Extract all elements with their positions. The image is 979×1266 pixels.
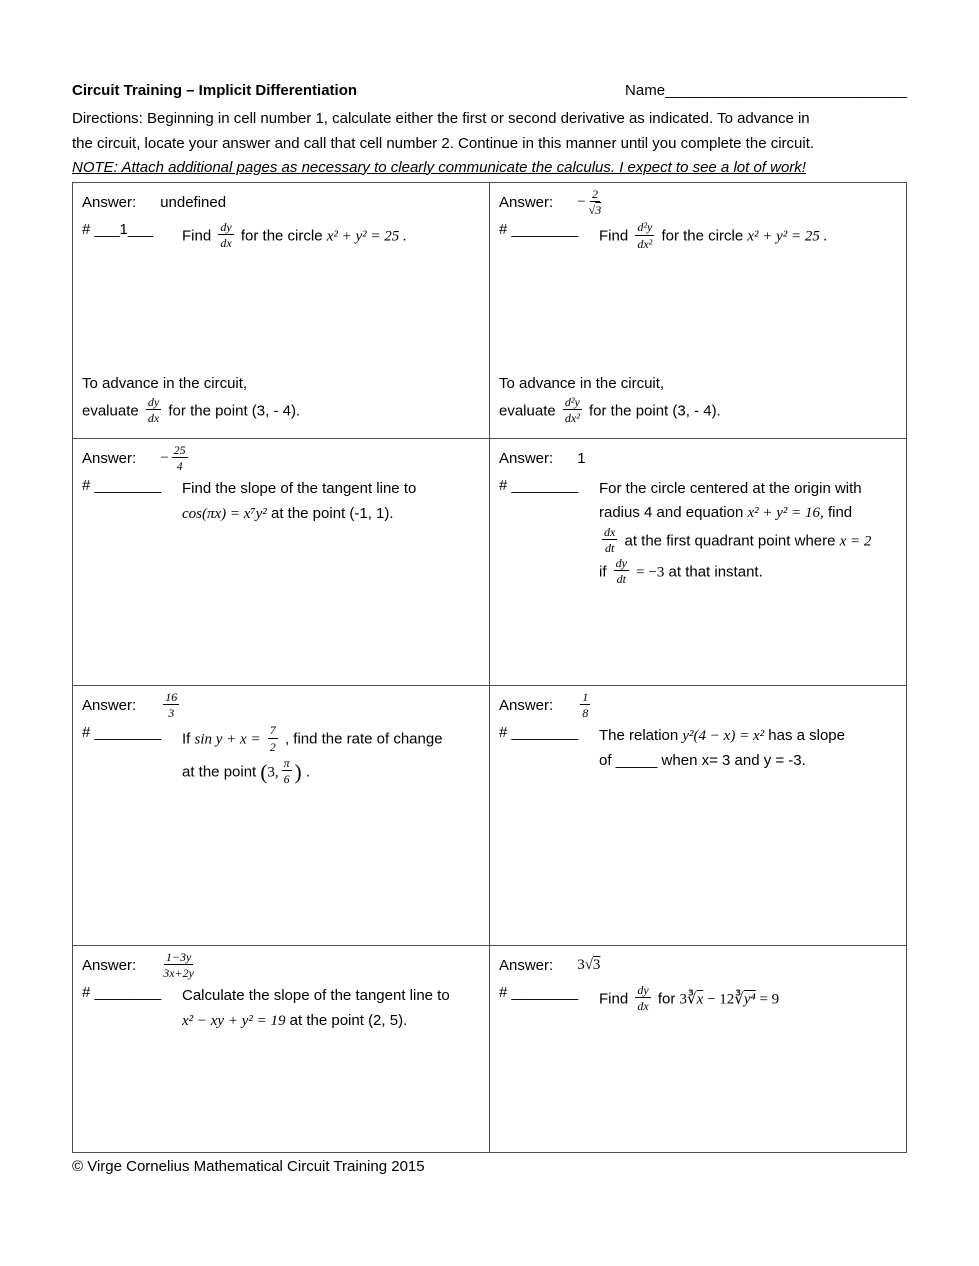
sqrt-radicand: 3	[595, 202, 602, 217]
problem-word: Find	[182, 226, 212, 244]
problem-phrase: at the point (-1, 1).	[270, 505, 394, 523]
answer-fraction: $\frac{2}{√3}$	[588, 186, 602, 217]
name-label: Name	[625, 82, 666, 99]
answer-row	[499, 691, 897, 722]
cell-2	[490, 182, 907, 438]
cell-number-blank: # ________	[499, 476, 579, 494]
cell-7	[73, 945, 490, 1152]
fraction-d2y-dx2: $\frac{\text{d²y}}{\text{dx²}}$	[637, 220, 653, 251]
answer-fraction: $\frac{16}{3}$	[165, 689, 178, 720]
problem-line-2: at the point (3, $\frac{\pi}{6}$ ) .	[182, 756, 311, 787]
problem	[499, 221, 897, 252]
answer-label: Answer:	[82, 193, 137, 211]
minus-sign: −	[160, 450, 169, 467]
close-paren: )	[294, 760, 302, 785]
problem-text	[182, 221, 480, 252]
equation: x² + y² = 25 .	[326, 227, 407, 244]
cell-4	[490, 438, 907, 685]
cell-number-blank: # ________	[499, 724, 579, 742]
fraction-dy-dx: $\frac{dy}{dx}$	[220, 219, 232, 250]
answer-row	[499, 188, 897, 219]
copyright-line: © Virge Cornelius Mathematical Circuit Training 2015	[72, 1157, 425, 1175]
answer-label: Answer:	[499, 449, 554, 467]
circuit-table	[72, 182, 907, 1153]
cell-number-blank: # ________	[499, 221, 579, 239]
advance-line-1: To advance in the circuit,	[82, 374, 248, 392]
table-row	[73, 182, 907, 438]
table-row	[73, 685, 907, 945]
answer-label: Answer:	[82, 450, 137, 468]
problem-line-2: of _____ when x= 3 and y = -3.	[599, 752, 806, 770]
cube-root-sign: ∛	[734, 990, 744, 1007]
problem-line-1: Calculate the slope of the tangent line to	[182, 987, 450, 1005]
answer-value: 1	[577, 449, 586, 467]
answer-row	[82, 691, 480, 722]
problem	[82, 221, 480, 252]
equation: x² + y² = 25 .	[747, 228, 828, 245]
answer-label: Answer:	[82, 697, 137, 715]
answer-row	[82, 188, 480, 218]
cell-3	[73, 438, 490, 685]
cell-number-blank: # ___1___	[82, 220, 153, 238]
open-paren: (	[260, 760, 268, 785]
fraction-d2y-dx2: $\frac{\text{d²y}}{\text{dx²}}$	[564, 394, 580, 426]
cell-number-blank: # ________	[82, 724, 162, 742]
problem-line-4: if $\frac{dy}{dt}$ = −3 at that instant.	[599, 555, 763, 587]
answer-row	[82, 444, 480, 475]
answer-row	[82, 951, 480, 982]
problem	[499, 984, 897, 1015]
problem	[82, 724, 480, 789]
problem-text	[599, 477, 897, 588]
problem-text	[182, 477, 480, 527]
problem-text	[182, 724, 480, 789]
answer-value: 3√3	[577, 956, 601, 973]
cell-5	[73, 685, 490, 945]
fraction-dy-dx: $\frac{dy}{dx}$	[147, 394, 160, 426]
answer-label: Answer:	[499, 697, 554, 715]
answer-label: Answer:	[499, 956, 554, 974]
problem	[499, 724, 897, 774]
fraction-7-2: $\frac{7}{2}$	[269, 723, 276, 754]
answer-row	[499, 951, 897, 981]
problem	[82, 477, 480, 527]
cube-root-sign: ∛	[687, 990, 697, 1007]
sqrt-sign: √	[588, 202, 596, 217]
cube-root-radicand: y⁴	[743, 990, 756, 1007]
table-row	[73, 438, 907, 685]
equation: x² + y² = 16,	[747, 505, 824, 522]
cell-8	[490, 945, 907, 1152]
equation: sin y + x =	[194, 731, 261, 748]
advance-line-1: To advance in the circuit,	[499, 374, 665, 392]
sqrt-sign: √	[584, 956, 593, 973]
equation: cos(πx) = x⁷y²	[182, 506, 267, 523]
problem-line-2: x² − xy + y² = 19 at the point (2, 5).	[182, 1012, 408, 1030]
note-line: NOTE: Attach additional pages as necessary to clearly communicate the calculus. I expect to see a lot of work!	[72, 158, 806, 176]
header	[72, 80, 907, 103]
problem-line-2	[182, 502, 480, 527]
directions-line-1: Directions: Beginning in cell number 1, calculate either the first or second derivative as indicated. To advance in	[72, 109, 810, 127]
problem-line-3: $\frac{dx}{dt}$ at the first quadrant point where x = 2	[604, 525, 872, 556]
directions-line-2: the circuit, locate your answer and call that cell number 2. Continue in this manner until you complete the circuit.	[72, 134, 815, 152]
answer-fraction: $\frac{1}{8}$	[582, 689, 589, 720]
sqrt-radicand: 3	[592, 956, 601, 973]
page-title: Circuit Training – Implicit Differentiation	[72, 82, 358, 99]
problem-line-1: Find the slope of the tangent line to	[182, 480, 417, 498]
answer-label: Answer:	[499, 194, 554, 212]
answer-value: undefined	[160, 193, 227, 211]
cell-number-blank: # ________	[82, 477, 162, 495]
fraction-dy-dt: $\frac{dy}{dt}$	[615, 555, 627, 587]
cell-1	[73, 182, 490, 438]
equation: $3∛\overline{x}$ − 12∛y⁴ = 9	[679, 990, 780, 1007]
answer-fraction: $\frac{25}{4}$	[173, 442, 186, 473]
problem-text	[599, 724, 897, 774]
cube-root-radicand: $\overline{x}$	[696, 990, 704, 1007]
problem-line-1: The relation y²(4 − x) = x² has a slope	[599, 727, 845, 745]
problem-text	[182, 984, 480, 1034]
problem-line-1: For the circle centered at the origin with	[599, 479, 862, 497]
answer-row	[499, 444, 897, 474]
advance-line-2: evaluate $\frac{dy}{dx}$ for the point (3, - 4).	[82, 394, 301, 426]
minus-sign: −	[577, 194, 586, 211]
cell-6	[490, 685, 907, 945]
equation: x = 2	[839, 533, 872, 550]
answer-label: Answer:	[82, 957, 137, 975]
advance-instructions	[82, 372, 480, 427]
name-field	[625, 80, 907, 103]
problem-text: Find $\frac{dy}{dx}$ for $3∛\overline{x}$ − 12∛y⁴ = 9	[599, 982, 780, 1013]
answer-fraction: $\frac{1-3y}{3x+2y}$	[163, 949, 194, 980]
problem-phrase: for the circle	[661, 227, 744, 245]
fraction-pi-6: $\frac{\pi}{6}$	[283, 756, 290, 787]
fraction-dy-dx: $\frac{dy}{dx}$	[637, 982, 649, 1013]
problem	[82, 984, 480, 1034]
equation: = −3	[636, 564, 665, 581]
cell-number-blank: # ________	[499, 983, 579, 1001]
problem	[499, 477, 897, 588]
problem-word: Find	[599, 989, 629, 1007]
name-blank-line: _____________________________	[665, 82, 907, 99]
problem-line-1: If sin y + x = $\frac{7}{2}$ , find the rate of change	[182, 723, 443, 754]
problem-phrase: for the circle	[240, 226, 323, 244]
advance-instructions	[499, 372, 897, 427]
problem-word: Find	[599, 227, 629, 245]
problem-text	[599, 221, 897, 252]
directions	[72, 106, 907, 156]
cell-number-blank: # ________	[82, 984, 162, 1002]
problem-line-2: radius 4 and equation x² + y² = 16, find	[599, 504, 853, 522]
equation: y²(4 − x) = x²	[682, 728, 765, 745]
fraction-dx-dt: $\frac{dx}{dt}$	[604, 525, 616, 556]
equation: x² − xy + y² = 19	[182, 1013, 286, 1030]
table-row	[73, 945, 907, 1152]
advance-line-2: evaluate $\frac{\text{d²y}}{\text{dx²}}$ for the point (3, - 4).	[499, 394, 721, 426]
